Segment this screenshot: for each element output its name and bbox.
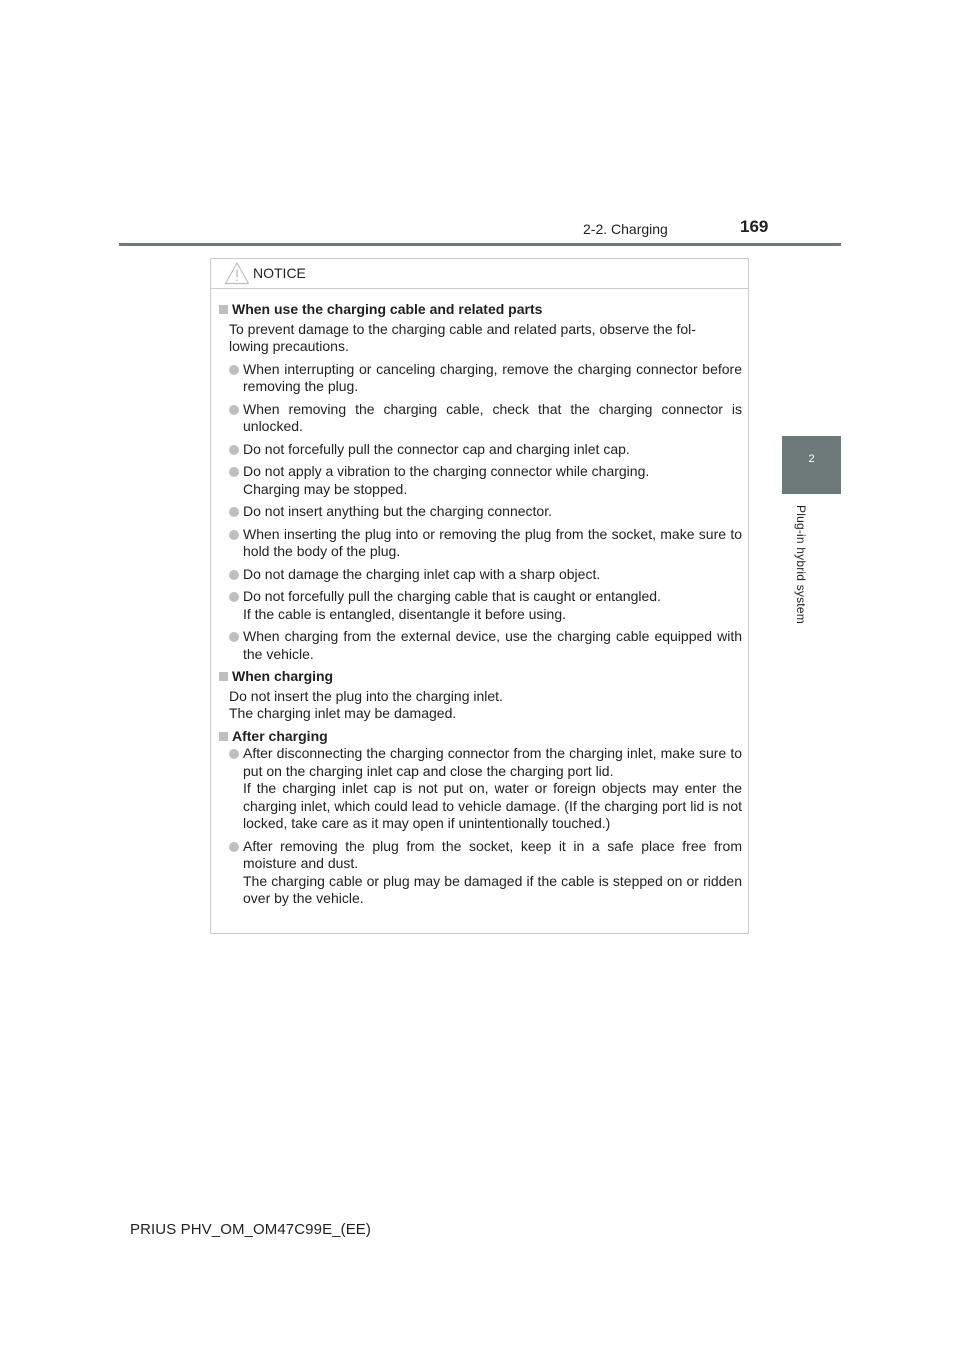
list-item-text: After removing the plug from the socket, keep it in a safe place free from moisture and dust. The charging cable or plug may be damaged if the cable is stepped on or ridden over by the vehicle. — [243, 837, 742, 906]
section-heading — [219, 301, 742, 319]
list-item — [219, 441, 742, 459]
list-item — [219, 463, 742, 498]
list-item-text: Do not forcefully pull the charging cable that is caught or entangled. If the cable is entangled, disentangle it before using. — [243, 588, 661, 622]
notice-header — [211, 259, 748, 289]
circle-bullet-icon — [229, 632, 239, 642]
circle-bullet-icon — [229, 570, 239, 580]
list-item — [219, 566, 742, 584]
list-item — [219, 745, 742, 833]
list-item-text: Do not apply a vibration to the charging connector while charging. Charging may be stopped. — [243, 463, 650, 497]
circle-bullet-icon — [229, 467, 239, 477]
notice-body — [211, 289, 748, 908]
header-rule — [119, 243, 841, 246]
notice-section — [219, 301, 742, 663]
list-item-text: Do not insert anything but the charging connector. — [243, 503, 552, 519]
chapter-number: 2 — [808, 453, 815, 465]
notice-section — [219, 728, 742, 908]
circle-bullet-icon — [229, 592, 239, 602]
list-item — [219, 361, 742, 396]
notice-box — [210, 258, 749, 934]
circle-bullet-icon — [229, 530, 239, 540]
list-item-text: When charging from the external device, use the charging cable equipped with the vehicle. — [243, 628, 742, 662]
list-item — [219, 526, 742, 561]
list-item-text: Do not forcefully pull the connector cap and charging inlet cap. — [243, 440, 630, 457]
section-heading — [219, 728, 742, 746]
section-heading — [219, 668, 742, 686]
list-item — [219, 838, 742, 908]
list-item — [219, 588, 742, 623]
circle-bullet-icon — [229, 507, 239, 517]
circle-bullet-icon — [229, 842, 239, 852]
chapter-tab — [782, 436, 841, 494]
list-item-text: When removing the charging cable, check that the charging connector is unlocked. — [243, 400, 742, 434]
section-intro: To prevent damage to the charging cable and related parts, observe the fol- lowing precautions. — [229, 320, 696, 354]
section-intro: Do not insert the plug into the charging inlet. The charging inlet may be damaged. — [229, 687, 503, 721]
document-id: PRIUS PHV_OM_OM47C99E_(EE) — [130, 1221, 372, 1238]
section-heading-text: After charging — [232, 727, 328, 744]
list-item-text: Do not damage the charging inlet cap with a sharp object. — [243, 565, 601, 582]
circle-bullet-icon — [229, 445, 239, 455]
chapter-label: Plug-in hybrid system — [794, 505, 808, 624]
square-bullet-icon — [219, 305, 228, 314]
warning-triangle-icon — [224, 261, 250, 285]
section-heading-text: When charging — [232, 668, 334, 684]
notice-section — [219, 668, 742, 723]
list-item — [219, 503, 742, 521]
list-item-text: When inserting the plug into or removing the plug from the socket, make sure to hold the body of the plug. — [243, 525, 742, 559]
list-item-text: After disconnecting the charging connector from the charging inlet, make sure to put on the charging inlet cap and close the charging port lid. If the charging inlet cap is not put on, water or foreign objects may enter the charging inlet, which could lead to vehicle damage. (If the charging port lid is not locked, take care as it may open if unintentionally touched.) — [243, 745, 742, 831]
list-item — [219, 628, 742, 663]
notice-label: NOTICE — [253, 265, 306, 281]
page-number: 169 — [740, 217, 769, 236]
square-bullet-icon — [219, 732, 228, 741]
circle-bullet-icon — [229, 405, 239, 415]
circle-bullet-icon — [229, 365, 239, 375]
square-bullet-icon — [219, 672, 228, 681]
section-heading-text: When use the charging cable and related parts — [232, 301, 543, 317]
list-item — [219, 401, 742, 436]
section-title: 2-2. Charging — [583, 221, 668, 237]
circle-bullet-icon — [229, 749, 239, 759]
list-item-text: When interrupting or canceling charging, remove the charging connector before removing the plug. — [243, 360, 742, 394]
